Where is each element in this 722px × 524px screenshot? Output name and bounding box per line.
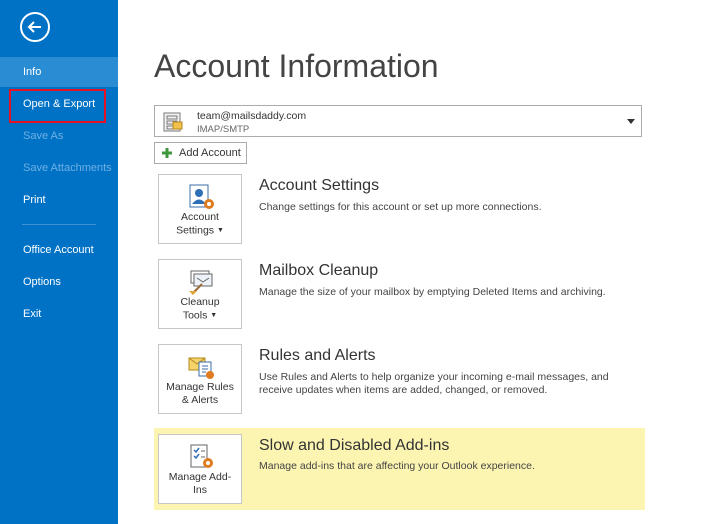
backstage-sidebar [0, 0, 118, 524]
manage-rules-button[interactable] [158, 344, 242, 414]
nav-office-account[interactable]: Office Account [23, 244, 94, 256]
plus-icon [161, 147, 173, 159]
account-settings-tile-line2: Settings [176, 224, 215, 237]
account-settings-button[interactable] [158, 174, 242, 244]
nav-open-export[interactable]: Open & Export [23, 98, 96, 110]
mailbox-cleanup-desc: Manage the size of your mailbox by emptying Deleted Items and archiving. [259, 286, 606, 298]
manage-addins-button[interactable] [158, 434, 242, 504]
account-settings-title: Account Settings [259, 177, 380, 194]
nav-options[interactable]: Options [23, 276, 61, 288]
back-arrow-icon [26, 18, 44, 36]
page-title: Account Information [154, 48, 439, 84]
section-mailbox-cleanup [154, 259, 644, 339]
manage-addins-tile-line1: Manage Add- [168, 471, 232, 483]
account-folder-icon [162, 111, 184, 133]
account-settings-desc: Change settings for this account or set up more connections. [259, 201, 542, 213]
add-account-button[interactable] [154, 142, 247, 164]
addins-icon [187, 442, 215, 470]
add-account-label: Add Account [179, 147, 241, 159]
nav-exit[interactable]: Exit [23, 308, 42, 320]
nav-info[interactable]: Info [0, 57, 118, 87]
account-settings-icon [187, 182, 215, 210]
rules-alerts-title: Rules and Alerts [259, 347, 376, 364]
cleanup-tools-button[interactable] [158, 259, 242, 329]
mailbox-cleanup-title: Mailbox Cleanup [259, 262, 379, 279]
cleanup-tools-tile-line1: Cleanup [180, 296, 220, 308]
addins-desc: Manage add-ins that are affecting your Outlook experience. [259, 460, 535, 472]
caret-down-icon: ▼ [210, 312, 218, 319]
caret-down-icon: ▼ [216, 227, 224, 234]
nav-save-as[interactable]: Save As [23, 130, 64, 142]
chevron-down-icon [627, 119, 635, 124]
nav-divider [22, 224, 96, 225]
cleanup-tools-icon [187, 267, 215, 295]
rules-alerts-desc: Use Rules and Alerts to help organize your incoming e-mail messages, and receive updates when items are added, changed, or removed. [259, 371, 609, 396]
account-email: team@mailsdaddy.com [197, 110, 307, 122]
back-button[interactable] [20, 12, 50, 42]
manage-rules-tile-line2: & Alerts [181, 394, 219, 406]
rules-alerts-icon [187, 352, 215, 380]
account-type: IMAP/SMTP [197, 124, 250, 135]
account-selector[interactable] [154, 105, 642, 137]
manage-rules-tile-line1: Manage Rules [166, 381, 234, 393]
section-account-settings [154, 174, 644, 254]
addins-title: Slow and Disabled Add-ins [259, 437, 450, 454]
manage-addins-tile-line2: Ins [192, 484, 207, 496]
nav-save-attachments[interactable]: Save Attachments [23, 162, 112, 174]
nav-print[interactable]: Print [23, 194, 46, 206]
section-rules-alerts [154, 344, 644, 424]
account-settings-tile-line1: Account [181, 211, 219, 223]
cleanup-tools-tile-line2: Tools [182, 309, 208, 322]
section-addins [154, 428, 645, 510]
